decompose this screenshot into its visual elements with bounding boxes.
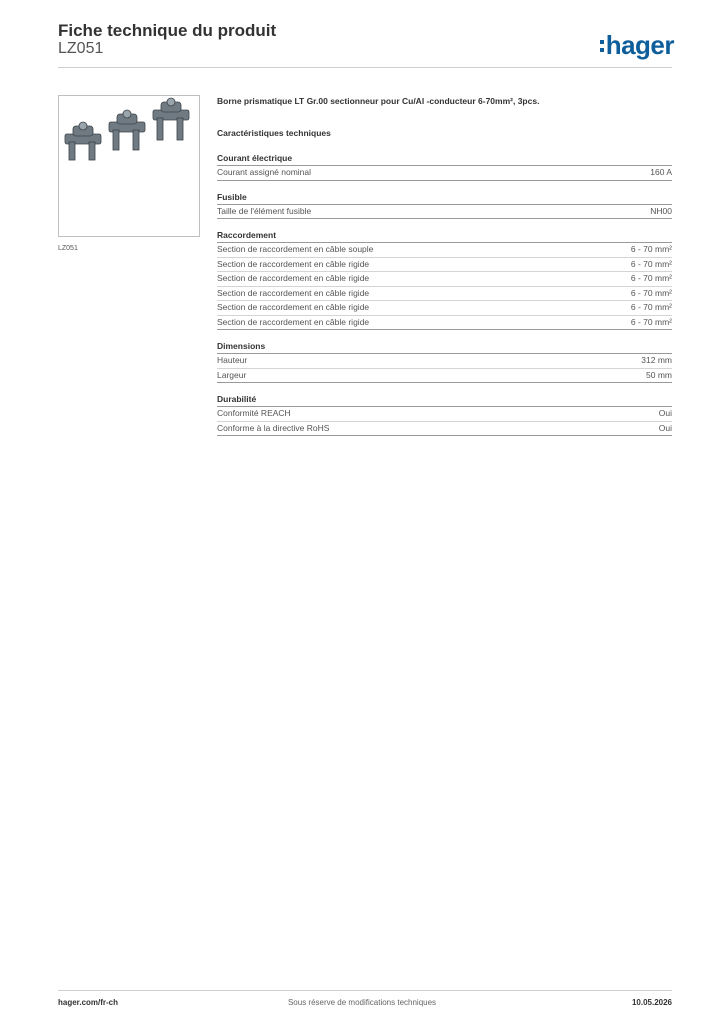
section-title: Durabilité <box>217 394 672 407</box>
spec-section <box>217 153 672 181</box>
spec-row <box>217 316 672 331</box>
logo-dots-icon <box>600 38 604 54</box>
tech-characteristics-heading: Caractéristiques techniques <box>217 128 331 138</box>
product-description: Borne prismatique LT Gr.00 sectionneur pour Cu/Al -conducteur 6-70mm², 3pcs. <box>217 96 540 106</box>
spec-row <box>217 258 672 273</box>
spec-value: Oui <box>658 408 672 418</box>
spec-section <box>217 192 672 220</box>
product-details <box>217 96 672 447</box>
spec-value: 6 - 70 mm² <box>630 287 672 298</box>
spec-section <box>217 341 672 383</box>
spec-sections <box>217 153 672 436</box>
terminal-block-product-photo-icon <box>59 96 199 236</box>
spec-value: NH00 <box>650 205 672 216</box>
spec-value: Oui <box>658 422 672 433</box>
header-divider <box>58 67 672 68</box>
footer-notice: Sous réserve de modifications techniques <box>287 998 437 1007</box>
hager-logo[interactable] <box>600 30 674 61</box>
spec-label: Courant assigné nominal <box>217 167 312 177</box>
spec-label: Section de raccordement en câble rigide <box>217 302 370 312</box>
spec-value: 312 mm <box>641 355 672 365</box>
terminal-block-2 <box>109 110 145 150</box>
spec-row <box>217 205 672 220</box>
spec-value: 6 - 70 mm² <box>630 273 672 283</box>
section-title: Raccordement <box>217 230 672 243</box>
spec-row <box>217 287 672 302</box>
spec-row <box>217 407 672 422</box>
section-title: Fusible <box>217 192 672 205</box>
spec-section <box>217 394 672 436</box>
spec-row <box>217 354 672 369</box>
terminal-block-1 <box>65 122 101 160</box>
footer-website-link[interactable]: hager.com/fr-ch <box>58 998 119 1007</box>
spec-value: 6 - 70 mm² <box>630 258 672 269</box>
image-caption: LZ051 <box>58 245 78 252</box>
spec-value: 6 - 70 mm² <box>630 302 672 312</box>
spec-row <box>217 166 672 181</box>
page-title: Fiche technique du produit <box>58 21 277 40</box>
spec-value: 6 - 70 mm² <box>630 244 672 254</box>
logo-text: hager <box>605 30 674 60</box>
product-code: LZ051 <box>58 40 104 57</box>
spec-label: Section de raccordement en câble rigide <box>217 287 370 298</box>
spec-row <box>217 272 672 287</box>
spec-label: Section de raccordement en câble rigide <box>217 273 370 283</box>
footer-date: 10.05.2026 <box>631 998 672 1007</box>
spec-value: 6 - 70 mm² <box>630 316 672 327</box>
spec-label: Conforme à la directive RoHS <box>217 422 330 433</box>
spec-label: Conformité REACH <box>217 408 291 418</box>
section-title: Dimensions <box>217 341 672 354</box>
product-image <box>58 95 200 237</box>
spec-row <box>217 422 672 437</box>
spec-label: Largeur <box>217 369 247 380</box>
spec-label: Section de raccordement en câble souple <box>217 244 374 254</box>
spec-row <box>217 369 672 384</box>
section-title: Courant électrique <box>217 153 672 166</box>
footer-divider <box>58 990 672 991</box>
spec-row <box>217 301 672 316</box>
terminal-block-3 <box>153 98 189 140</box>
spec-label: Section de raccordement en câble rigide <box>217 258 370 269</box>
spec-value: 50 mm <box>646 369 672 380</box>
spec-label: Section de raccordement en câble rigide <box>217 316 370 327</box>
spec-row <box>217 243 672 258</box>
spec-label: Taille de l'élément fusible <box>217 205 312 216</box>
spec-section <box>217 230 672 330</box>
spec-label: Hauteur <box>217 355 248 365</box>
spec-value: 160 A <box>650 167 672 177</box>
